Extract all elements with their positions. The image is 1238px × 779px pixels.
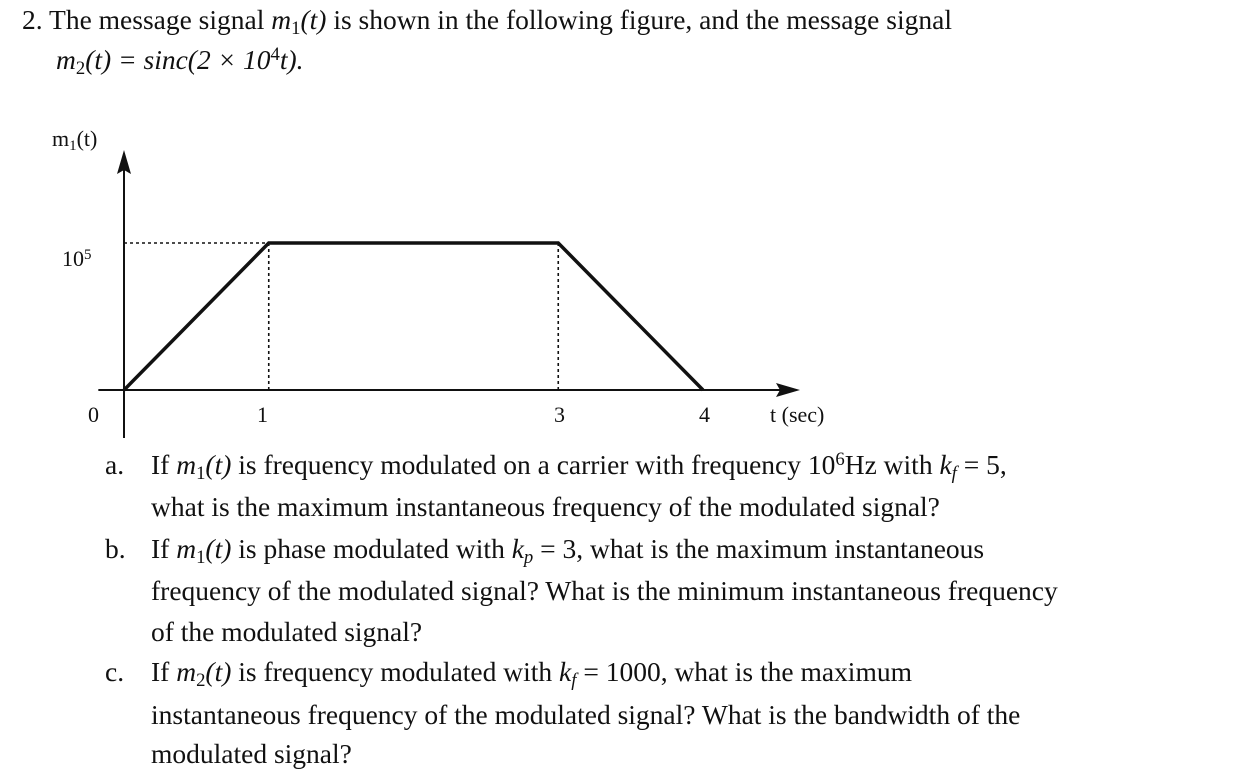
part-b-label: b. xyxy=(105,533,126,564)
intro-text-1: The message signal xyxy=(49,4,265,35)
part-c-label: c. xyxy=(105,656,125,687)
part-c-line-3: modulated signal? xyxy=(151,738,352,769)
part-c-kf: $k_f$ xyxy=(559,656,577,692)
x-tick-label-0: 0 xyxy=(88,402,99,427)
m2-definition: = $\sin c(2 \times 10^4t)$. xyxy=(111,44,304,75)
m2-symbol: $m_2(t)$ xyxy=(56,44,112,80)
x-tick-label-4: 4 xyxy=(699,402,710,427)
figure-axes xyxy=(98,150,800,438)
figure-series xyxy=(124,243,703,390)
series-line-m1 xyxy=(124,243,703,390)
x-axis-label: t (sec) xyxy=(770,402,825,427)
figure-guide-lines xyxy=(124,243,558,390)
part-c-signal: $m_2(t)$ xyxy=(176,656,232,692)
problem-number: 2. xyxy=(22,4,43,35)
part-b-line-1: b. If $m_1(t)$ is phase modulated with $k_p = 3$, what is the maximum instantaneous xyxy=(105,533,985,569)
intro-text-2: is shown in the following figure, and the message signal xyxy=(333,4,952,35)
x-tick-label-1: 1 xyxy=(257,402,268,427)
part-a-line-1: a. If $m_1(t)$ is frequency modulated on a carrier with frequency $10^6Hz$ with $k_f = 5$, xyxy=(105,449,1007,485)
m1-symbol: $m_1(t)$ xyxy=(271,4,327,40)
part-a-signal: $m_1(t)$ xyxy=(176,449,232,485)
part-a-kf: $k_f$ xyxy=(939,449,957,485)
x-tick-label-3: 3 xyxy=(554,402,565,427)
y-tick-label: $10^5$ xyxy=(62,246,92,272)
part-c-line-2: instantaneous frequency of the modulated signal? What is the bandwidth of the xyxy=(151,699,1021,730)
part-a-line-2: what is the maximum instantaneous frequency of the modulated signal? xyxy=(151,491,940,522)
part-a-label: a. xyxy=(105,449,125,480)
part-b-line-3: of the modulated signal? xyxy=(151,616,423,647)
part-c-line-1: c. If $m_2(t)$ is frequency modulated with $k_f = 1000$, what is the maximum xyxy=(105,656,912,692)
part-b-line-2: frequency of the modulated signal? What is the minimum instantaneous frequency xyxy=(151,575,1058,606)
y-axis-label: $m_1(t)$ xyxy=(52,126,98,155)
part-b-signal: $m_1(t)$ xyxy=(176,533,232,569)
part-b-kp: $k_p$ xyxy=(511,533,534,569)
